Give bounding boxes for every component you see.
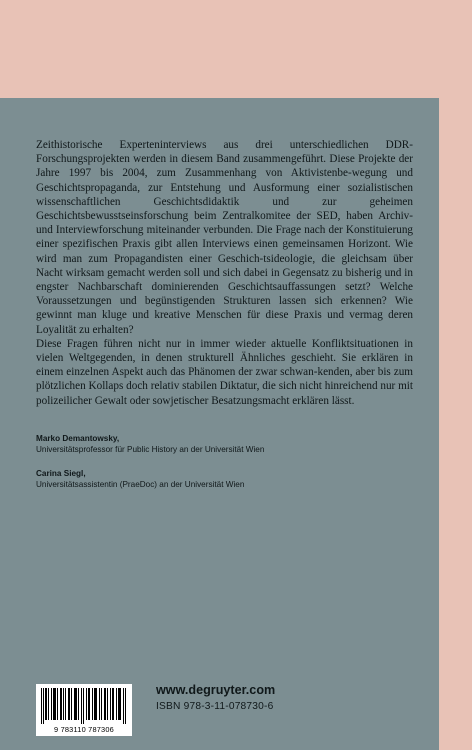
barcode-digits: 9 783110 787306: [54, 725, 114, 734]
blurb-line: erklären in einem einzelnen Aspekt auch das Phänomen der zwar schwan-: [36, 352, 413, 379]
blurb-line: Archiv- und Interviewforschung miteinander verbunden. Die Frage nach: [36, 210, 413, 237]
blurb-line: dabei in Gegensatz zu bisherig und in engster Nachbarschaft dominierenden: [36, 266, 413, 294]
blurb-line: Geschichtsbewusstseinsforschung beim Zentralkomitee der SED, haben: [36, 210, 373, 223]
author-entry: [36, 469, 416, 490]
author-name: Carina Siegl,: [36, 469, 86, 478]
author-role: Universitätsprofessor für Public History an der Universität Wien: [36, 444, 265, 454]
blurb-paragraph: [36, 337, 413, 408]
publisher-block: [156, 683, 396, 714]
blurb-line: in vielen Weltgegenden, in denen strukturell Ähnliches geschieht. Sie: [36, 337, 413, 365]
blurb-line: wegung und Geschichtspropaganda, zur Entstehung und Ausformung einer: [36, 167, 413, 194]
blurb-line: sozialistischen wissenschaftlichen Geschichtsdidaktik und zur geheimen: [36, 181, 413, 208]
blurb-line: Geschichtsauffassungen setzt? Welche Voraussetzungen und begünstigenden: [36, 281, 414, 308]
blurb-line: die sich nicht hinreichend nur mit polizeilicher Gewalt oder sowjetischer: [36, 380, 414, 407]
blurb-line: kenden, aber bis zum plötzlichen Kollaps doch relativ stabilen Diktatur,: [36, 366, 413, 393]
author-name: Marko Demantowsky,: [36, 434, 120, 443]
blurb-line: Strukturen lassen sich erkennen? Wie gewinnt man kluge und kreative: [36, 295, 413, 322]
isbn-number: ISBN 978-3-11-078730-6: [156, 701, 274, 712]
blurb-line: tsideologie, die gleichsam über Nacht wirksam gemacht werden soll und sich: [36, 252, 414, 279]
blurb-line: Projekte der Jahre 1997 bis 2004, zum Zusammenhang von Aktivistenbe-: [36, 153, 414, 180]
author-list: [36, 434, 416, 504]
blurb-line: der Konstituierung einer spezifischen Praxis gibt allen Interviews einen: [36, 224, 414, 251]
blurb-text: [36, 138, 413, 408]
blurb-line: Zeithistorische Experteninterviews aus drei unterschiedlichen DDR-: [36, 139, 413, 151]
blurb-line: Besatzungsmacht erklären lässt.: [211, 394, 355, 407]
blurb-line: Forschungsprojekten werden in diesem Band zusammengeführt. Diese: [36, 153, 355, 166]
right-color-band: [439, 0, 472, 750]
blurb-line: gemeinsamen Horizont. Wie wird man zum Propagandisten einer Geschich-: [36, 238, 414, 265]
author-role: Universitätsassistentin (PraeDoc) an der Universität Wien: [36, 479, 245, 489]
barcode-bars: [41, 688, 127, 724]
top-color-band: [0, 0, 472, 98]
blurb-paragraph: [36, 138, 413, 337]
publisher-url: www.degruyter.com: [156, 683, 276, 697]
author-entry: [36, 434, 416, 455]
blurb-line: Diese Fragen führen nicht nur in immer wieder aktuelle Konfliktsituationen: [36, 337, 399, 350]
blurb-line: Menschen für diese Praxis und vermag deren Loyalität zu erhalten?: [36, 309, 414, 336]
isbn-barcode: [36, 684, 132, 736]
